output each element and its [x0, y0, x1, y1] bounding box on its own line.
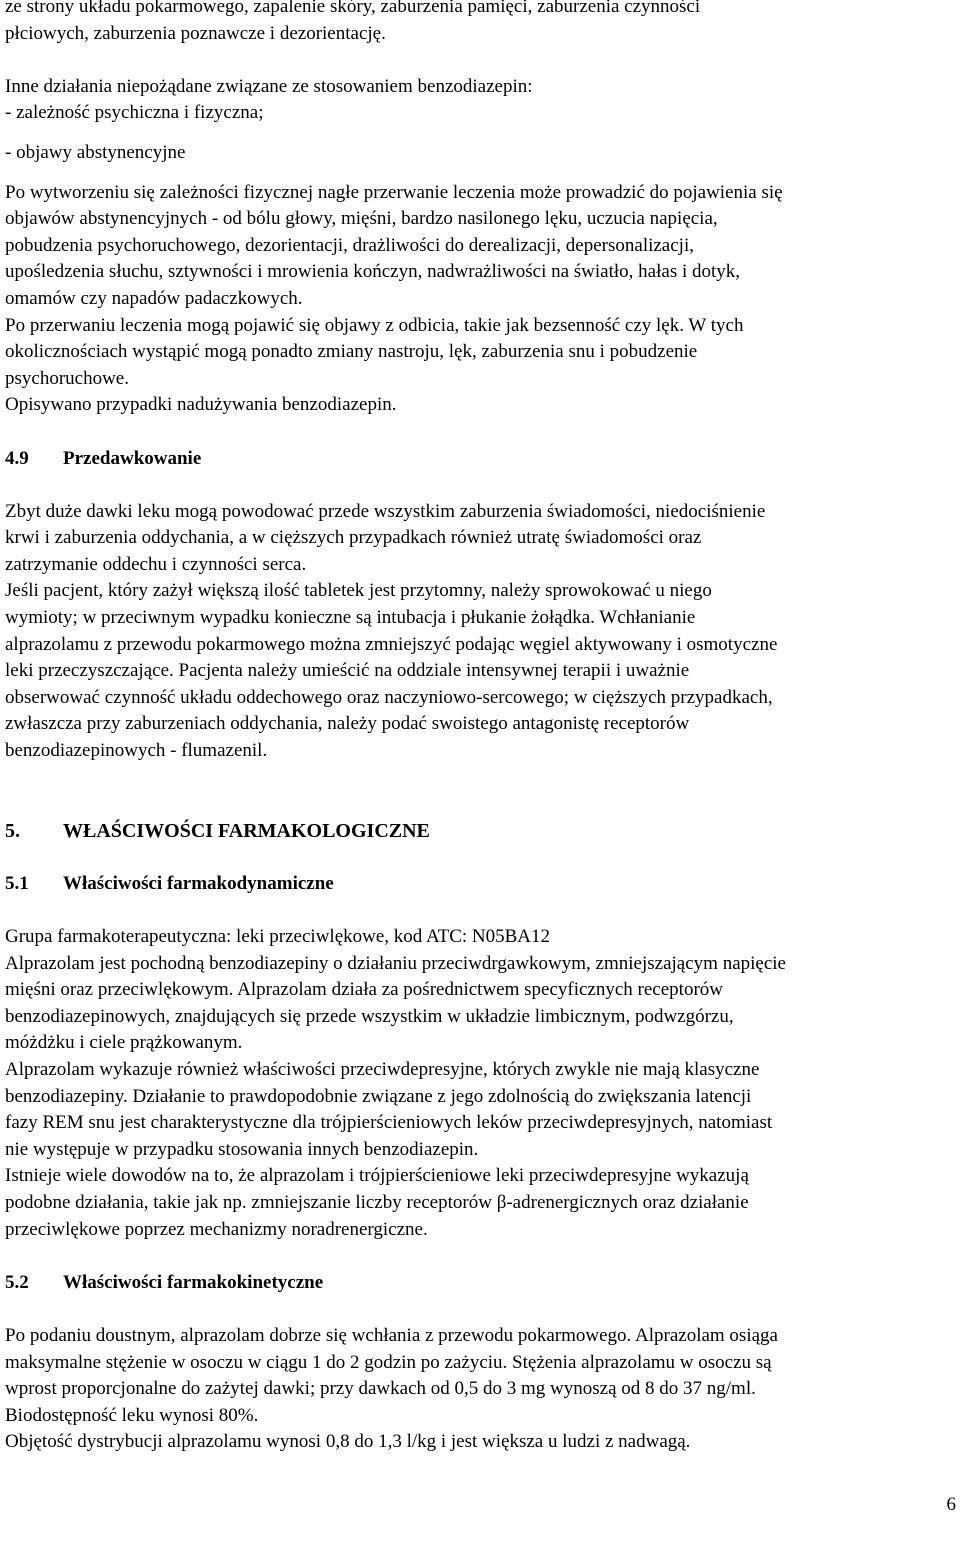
document-page [5, 0, 955, 1456]
page-number: 6 [946, 1494, 956, 1515]
text-line: zwłaszcza przy zaburzeniach oddychania, należy podać swoistego antagonistę receptorów [5, 713, 690, 735]
text-line: podobne działania, takie jak np. zmniejszanie liczby receptorów β-adrenergicznych oraz działanie [5, 1191, 749, 1213]
section-number: 4.9 [5, 447, 29, 469]
text-line: Zbyt duże dawki leku mogą powodować przede wszystkim zaburzenia świadomości, niedociśnienie [5, 500, 766, 522]
text-line: Opisywano przypadki nadużywania benzodiazepin. [5, 394, 397, 416]
text-line: Po przerwaniu leczenia mogą pojawić się objawy z odbicia, takie jak bezsenność czy lęk. W tych [5, 314, 744, 336]
intro-paragraph [5, 0, 955, 47]
text-line: benzodiazepinowych - flumazenil. [5, 740, 268, 762]
overdose-paragraph [5, 499, 955, 765]
text-line: mięśni oraz przeciwlękowym. Alprazolam działa za pośrednictwem specyficznych receptorów [5, 979, 724, 1001]
list-item: - objawy abstynencyjne [5, 141, 186, 163]
text-line: Po wytworzeniu się zależności fizycznej nagłe przerwanie leczenia może prowadzić do pojawienia się [5, 181, 783, 203]
text-line: Objętość dystrybucji alprazolamu wynosi 0,8 do 1,3 l/kg i jest większa u ludzi z nadwagą. [5, 1431, 691, 1453]
section-heading-5-1 [5, 871, 955, 898]
text-line: móżdżku i ciele prążkowanym. [5, 1032, 243, 1054]
section-title: WŁAŚCIWOŚCI FARMAKOLOGICZNE [63, 819, 430, 842]
text-line: pobudzenia psychoruchowego, dezorientacji, drażliwości do derealizacji, depersonalizacji, [5, 234, 694, 256]
section-number: 5.2 [5, 1271, 29, 1293]
section-number: 5.1 [5, 872, 29, 894]
text-line: Biodostępność leku wynosi 80%. [5, 1404, 259, 1426]
section-heading-5-2 [5, 1270, 955, 1297]
text-line: fazy REM snu jest charakterystyczne dla trójpierścieniowych leków przeciwdepresyjnych, natomiast [5, 1112, 773, 1134]
text-line: psychoruchowe. [5, 367, 129, 389]
text-line: nie występuje w przypadku stosowania innych benzodiazepin. [5, 1138, 479, 1160]
text-line: zatrzymanie oddechu i czynności serca. [5, 553, 307, 575]
text-line: benzodiazepiny. Działanie to prawdopodobnie związane z jego zdolnością do zwiększania latencji [5, 1085, 752, 1107]
side-effects-paragraph [5, 74, 955, 419]
text-line: benzodiazepinowych, znajdujących się przede wszystkim w układzie limbicznym, podwzgórzu, [5, 1005, 734, 1027]
text-line: wymioty; w przeciwnym wypadku konieczne są intubacja i płukanie żołądka. Wchłanianie [5, 607, 696, 629]
text-line: leki przeczyszczające. Pacjenta należy umieścić na oddziale intensywnej terapii i uważnie [5, 660, 690, 682]
text-line: obserwować czynność układu oddechowego oraz naczyniowo-sercowego; w cięższych przypadkach, [5, 686, 773, 708]
pharmacokinetics-paragraph [5, 1323, 955, 1456]
text-line: maksymalne stężenie w osoczu w ciągu 1 do 2 godzin po zażyciu. Stężenia alprazolamu w osoczu są [5, 1351, 772, 1373]
text-line: Alprazolam jest pochodną benzodiazepiny o działaniu przeciwdrgawkowym, zmniejszającym napięcie [5, 952, 786, 974]
text-line: krwi i zaburzenia oddychania, a w cięższych przypadkach również utratę świadomości oraz [5, 527, 702, 549]
text-line: Grupa farmakoterapeutyczna: leki przeciwlękowe, kod ATC: N05BA12 [5, 926, 551, 947]
text-line: przeciwlękowe poprzez mechanizmy noradrenergiczne. [5, 1218, 428, 1240]
section-number: 5. [5, 819, 20, 842]
section-title: Właściwości farmakodynamiczne [63, 872, 334, 894]
section-heading-4-9 [5, 446, 955, 473]
pharmacodynamics-paragraph [5, 924, 955, 1243]
text-line: Istnieje wiele dowodów na to, że alprazolam i trójpierścieniowe leki przeciwdepresyjne wykazują [5, 1165, 749, 1187]
section-title: Właściwości farmakokinetyczne [63, 1271, 324, 1293]
text-line: Alprazolam wykazuje również właściwości przeciwdepresyjne, których zwykle nie mają klasyczne [5, 1058, 760, 1080]
text-line: wprost proporcjonalne do zażytej dawki; przy dawkach od 0,5 do 3 mg wynoszą od 8 do 37 ng/ml. [5, 1378, 756, 1400]
text-line: płciowych, zaburzenia poznawcze i dezorientację. [5, 22, 386, 44]
text-line: alprazolamu z przewodu pokarmowego można zmniejszyć podając węgiel aktywowany i osmotyczne [5, 633, 778, 655]
text-line: objawów abstynencyjnych - od bólu głowy, mięśni, bardzo nasilonego lęku, uczucia napięcia, [5, 208, 718, 230]
text-line: upośledzenia słuchu, sztywności i mrowienia kończyn, nadwrażliwości na światło, hałas i dotyk, [5, 261, 741, 283]
side-effects-header: Inne działania niepożądane związane ze stosowaniem benzodiazepin: [5, 75, 533, 97]
section-title: Przedawkowanie [63, 447, 202, 469]
text-line: omamów czy napadów padaczkowych. [5, 287, 303, 309]
list-item: - zależność psychiczna i fizyczna; [5, 102, 264, 124]
text-line: ze strony układu pokarmowego, zapalenie skóry, zaburzenia pamięci, zaburzenia czynności [5, 0, 701, 17]
text-line: Po podaniu doustnym, alprazolam dobrze się wchłania z przewodu pokarmowego. Alprazolam osiąga [5, 1324, 778, 1346]
section-heading-5 [5, 818, 955, 845]
text-line: Jeśli pacjent, który zażył większą ilość tabletek jest przytomny, należy sprowokować u niego [5, 580, 712, 602]
text-line: okolicznościach wystąpić mogą ponadto zmiany nastroju, lęk, zaburzenia snu i pobudzenie [5, 341, 698, 363]
